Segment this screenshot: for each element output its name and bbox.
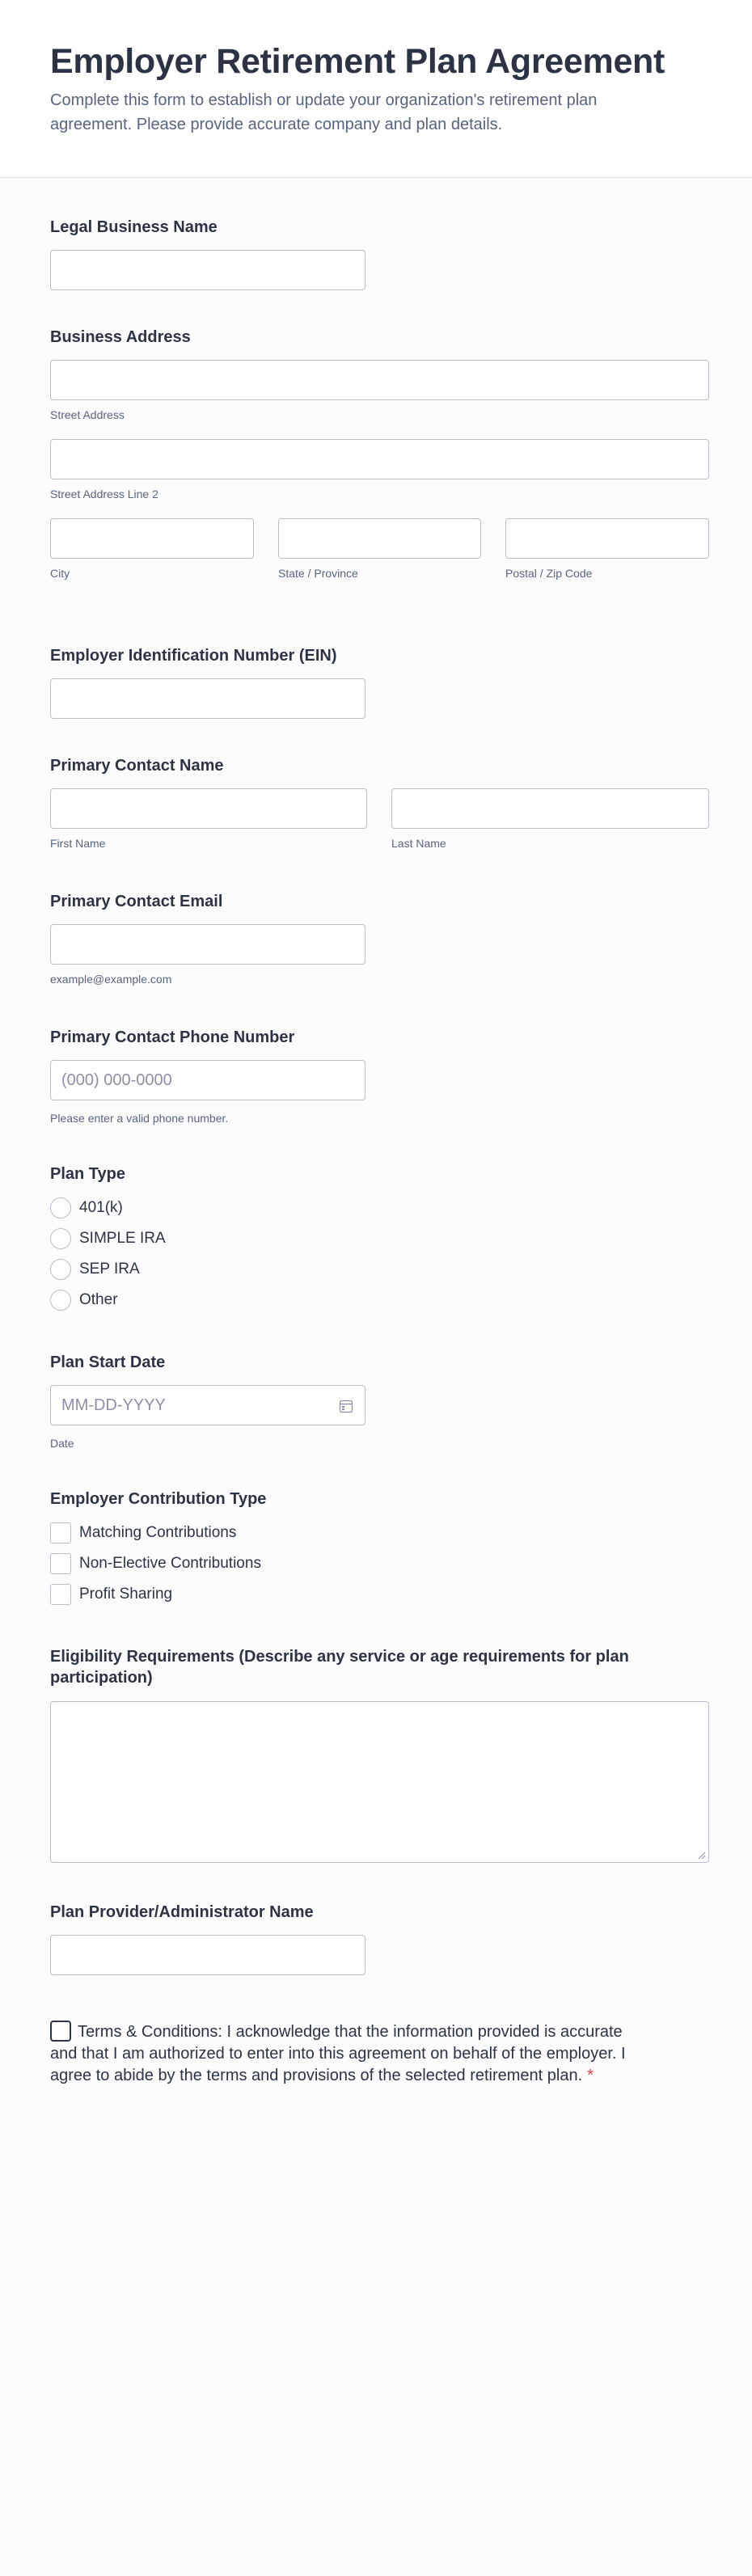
eligibility-textarea[interactable] (50, 1701, 709, 1863)
checkbox[interactable] (50, 1553, 71, 1574)
contact-phone-field (50, 1027, 365, 1125)
city-input[interactable] (50, 518, 254, 559)
radio-button[interactable] (50, 1197, 71, 1218)
checkbox[interactable] (50, 1522, 71, 1543)
plan-provider-field (50, 1902, 365, 1975)
plan-type-option-label: SIMPLE IRA (79, 1230, 166, 1247)
business-address-label: Business Address (50, 328, 191, 346)
eligibility-label: Eligibility Requirements (Describe any service or age requirements for plan participation) (50, 1648, 629, 1687)
ein-label: Employer Identification Number (EIN) (50, 647, 337, 665)
state-sublabel: State / Province (278, 567, 358, 580)
checkbox[interactable] (50, 1584, 71, 1605)
plan-type-label: Plan Type (50, 1165, 125, 1183)
contact-email-sublabel: example@example.com (50, 973, 172, 986)
contribution-option-non-elective[interactable] (50, 1548, 266, 1579)
plan-provider-label: Plan Provider/Administrator Name (50, 1903, 314, 1921)
city-sublabel: City (50, 567, 70, 580)
radio-button[interactable] (50, 1290, 71, 1311)
contribution-option-label: Matching Contributions (79, 1524, 237, 1541)
contribution-type-label: Employer Contribution Type (50, 1490, 267, 1508)
contribution-option-label: Non-Elective Contributions (79, 1555, 261, 1572)
plan-provider-input[interactable] (50, 1935, 365, 1975)
legal-business-name-label: Legal Business Name (50, 218, 218, 236)
plan-start-date-input[interactable] (50, 1385, 365, 1425)
plan-start-date-placeholder: MM-DD-YYYY (61, 1396, 166, 1414)
plan-start-date-sublabel: Date (50, 1437, 74, 1450)
plan-type-option-label: SEP IRA (79, 1261, 140, 1277)
plan-type-options (50, 1193, 166, 1315)
contact-phone-placeholder: (000) 000-0000 (61, 1071, 172, 1089)
postal-code-sublabel: Postal / Zip Code (505, 567, 593, 580)
contact-phone-sublabel: Please enter a valid phone number. (50, 1112, 229, 1125)
last-name-input[interactable] (391, 788, 709, 829)
contribution-option-profit-sharing[interactable] (50, 1579, 266, 1610)
plan-type-option-other[interactable] (50, 1285, 166, 1315)
contribution-option-matching[interactable] (50, 1518, 266, 1548)
radio-button[interactable] (50, 1228, 71, 1249)
terms-field (50, 2021, 632, 2087)
resize-handle-icon[interactable] (698, 1852, 706, 1860)
eligibility-field (50, 1646, 709, 1863)
contribution-option-label: Profit Sharing (79, 1586, 173, 1603)
form-subtitle: Complete this form to establish or update your organization's retirement plan agreement. Please provide accurate company and plan details. (50, 91, 598, 133)
first-name-input[interactable] (50, 788, 367, 829)
street-address-input[interactable] (50, 360, 709, 400)
plan-type-field (50, 1163, 166, 1315)
contact-name-field (50, 755, 709, 851)
calendar-icon[interactable] (339, 1399, 353, 1417)
ein-field (50, 645, 365, 719)
legal-business-name-input[interactable] (50, 250, 365, 290)
business-address-field (50, 327, 709, 581)
ein-input[interactable] (50, 678, 365, 719)
street-address-sublabel: Street Address (50, 408, 125, 421)
plan-type-option-sep-ira[interactable] (50, 1254, 166, 1285)
plan-start-date-field (50, 1352, 365, 1451)
contact-phone-input[interactable] (50, 1060, 365, 1100)
contact-name-label: Primary Contact Name (50, 757, 224, 775)
contribution-type-field (50, 1489, 266, 1610)
plan-type-option-label: 401(k) (79, 1199, 123, 1216)
radio-button[interactable] (50, 1259, 71, 1280)
contact-email-label: Primary Contact Email (50, 893, 223, 910)
plan-type-option-401k[interactable] (50, 1193, 166, 1223)
plan-type-option-simple-ira[interactable] (50, 1223, 166, 1254)
contact-phone-label: Primary Contact Phone Number (50, 1028, 295, 1046)
plan-type-option-label: Other (79, 1291, 118, 1308)
postal-code-input[interactable] (505, 518, 709, 559)
contact-email-input[interactable] (50, 924, 365, 965)
contact-email-field (50, 891, 365, 986)
last-name-sublabel: Last Name (391, 837, 446, 850)
street-address-line2-input[interactable] (50, 439, 709, 479)
required-asterisk: * (587, 2067, 594, 2084)
terms-checkbox[interactable] (50, 2021, 71, 2042)
legal-business-name-field (50, 217, 365, 290)
terms-conditions (50, 2021, 632, 2087)
form-title: Employer Retirement Plan Agreement (50, 42, 665, 81)
state-input[interactable] (278, 518, 481, 559)
plan-start-date-label: Plan Start Date (50, 1353, 166, 1371)
first-name-sublabel: First Name (50, 837, 106, 850)
terms-text: Terms & Conditions: I acknowledge that the information provided is accurate and that I am authorized to enter into this agreement on behalf of the employer. I agree to abide by the terms and provisions of the selected retirement plan. (50, 2023, 626, 2084)
street-address-line2-sublabel: Street Address Line 2 (50, 488, 158, 500)
contribution-type-options (50, 1518, 266, 1610)
form-header (0, 0, 752, 178)
